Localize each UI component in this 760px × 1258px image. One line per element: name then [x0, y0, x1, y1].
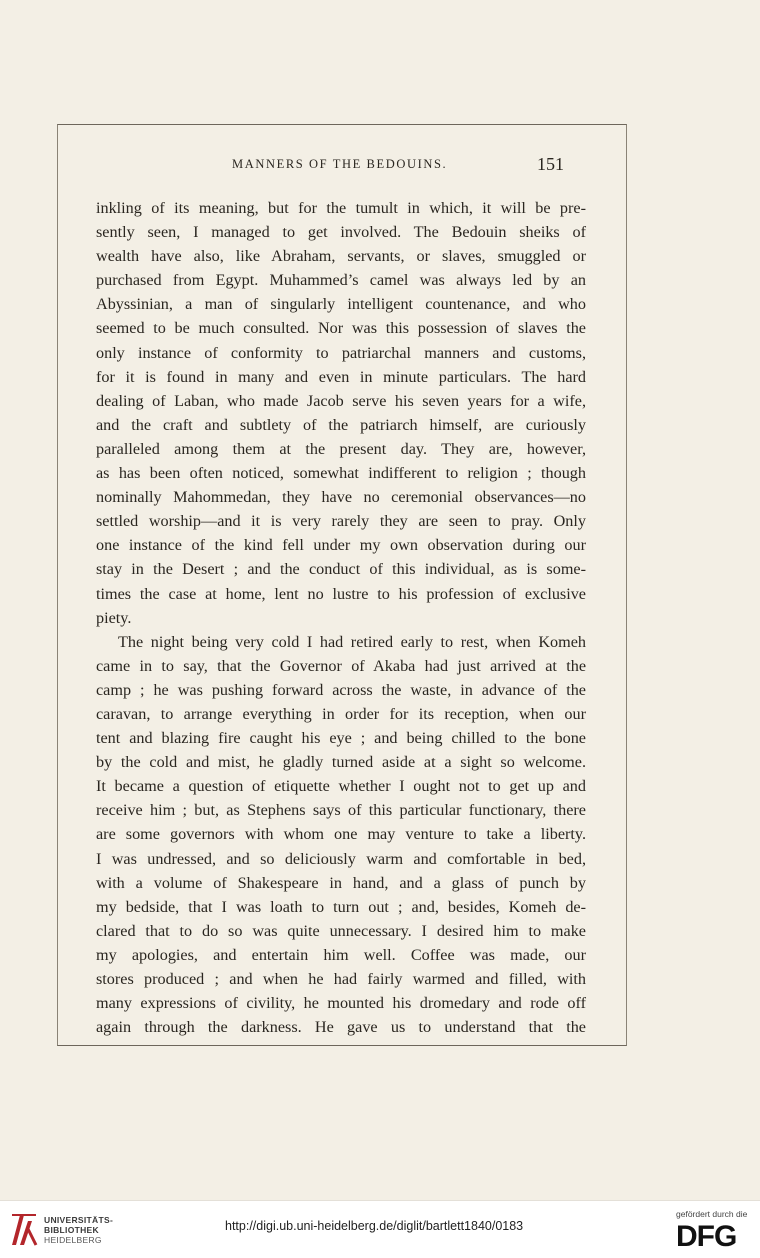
text-line: Abyssinian, a man of singularly intelligent countenance, and who [96, 295, 586, 314]
text-line: and the craft and subtlety of the patriarch himself, are curiously [96, 415, 586, 434]
text-line: nominally Mahommedan, they have no ceremonial observances—no [96, 488, 586, 507]
running-title: MANNERS OF THE BEDOUINS. [232, 157, 448, 171]
text-line: only instance of conformity to patriarchal manners and customs, [96, 343, 586, 362]
text-line: stay in the Desert ; and the conduct of this individual, as is some- [96, 560, 586, 579]
text-line: seemed to be much consulted. Nor was this possession of slaves the [96, 319, 586, 338]
text-line: wealth have also, like Abraham, servants, or slaves, smuggled or [96, 247, 586, 266]
text-line: sently seen, I managed to get involved. The Bedouin sheiks of [96, 223, 586, 242]
text-line: piety. [96, 608, 132, 627]
library-name-line: BIBLIOTHEK [44, 1225, 99, 1235]
text-line: my bedside, that I was loath to turn out ; and, besides, Komeh de- [96, 897, 586, 916]
text-line: inkling of its meaning, but for the tumult in which, it will be pre- [96, 199, 586, 217]
body-text [96, 196, 586, 1039]
text-line: one instance of the kind fell under my own observation during our [96, 536, 586, 555]
text-line: stores produced ; and when he had fairly warmed and filled, with [96, 970, 586, 988]
text-line: as has been often noticed, somewhat indifferent to religion ; though [96, 464, 586, 483]
text-line: times the case at home, lent no lustre to his profession of exclusive [96, 584, 586, 603]
text-line: caravan, to arrange everything in order for its reception, when our [96, 704, 586, 723]
text-line: receive him ; but, as Stephens says of this particular functionary, there [96, 801, 586, 820]
dfg-logo: DFG [676, 1220, 737, 1253]
page-number: 151 [537, 154, 564, 174]
viewer-footer [0, 1200, 760, 1258]
text-line: settled worship—and it is very rarely they are seen to pray. Only [96, 512, 586, 531]
text-line: are some governors with whom one may venture to take a liberty. [96, 825, 586, 844]
text-line: came in to say, that the Governor of Akaba had just arrived at the [96, 656, 586, 675]
text-line: clared that to do so was quite unnecessary. I desired him to make [96, 921, 586, 940]
running-head [0, 154, 760, 179]
text-line: tent and blazing fire caught his eye ; and being chilled to the bone [96, 729, 586, 748]
library-name-line: HEIDELBERG [44, 1235, 102, 1245]
text-line: with a volume of Shakespeare in hand, and a glass of punch by [96, 873, 586, 892]
text-line: The night being very cold I had retired early to rest, when Komeh [118, 632, 586, 651]
text-line: I was undressed, and so deliciously warm and comfortable in bed, [96, 849, 586, 868]
text-line: dealing of Laban, who made Jacob serve his seven years for a wife, [96, 391, 586, 410]
text-line: paralleled among them at the present day. They are, however, [96, 439, 586, 458]
text-line: many expressions of civility, he mounted his dromedary and rode off [96, 994, 586, 1013]
library-name [44, 1215, 113, 1245]
text-line: my apologies, and entertain him well. Coffee was made, our [96, 945, 586, 964]
library-name-line: UNIVERSITÄTS- [44, 1215, 114, 1225]
text-line: again through the darkness. He gave us to understand that the [96, 1018, 586, 1037]
text-line: purchased from Egypt. Muhammed’s camel was always led by an [96, 271, 586, 290]
text-line: for it is found in many and even in minute particulars. The hard [96, 367, 586, 386]
text-line: It became a question of etiquette whether I ought not to get up and [96, 777, 586, 796]
permalink-url[interactable]: http://digi.ub.uni-heidelberg.de/diglit/bartlett1840/0183 [225, 1219, 524, 1233]
university-library-logo-icon [10, 1211, 38, 1247]
text-line: by the cold and mist, he gladly turned aside at a sight so welcome. [96, 753, 586, 772]
funded-by-text: gefördert durch die [676, 1209, 748, 1219]
text-line: camp ; he was pushing forward across the waste, in advance of the [96, 680, 586, 699]
